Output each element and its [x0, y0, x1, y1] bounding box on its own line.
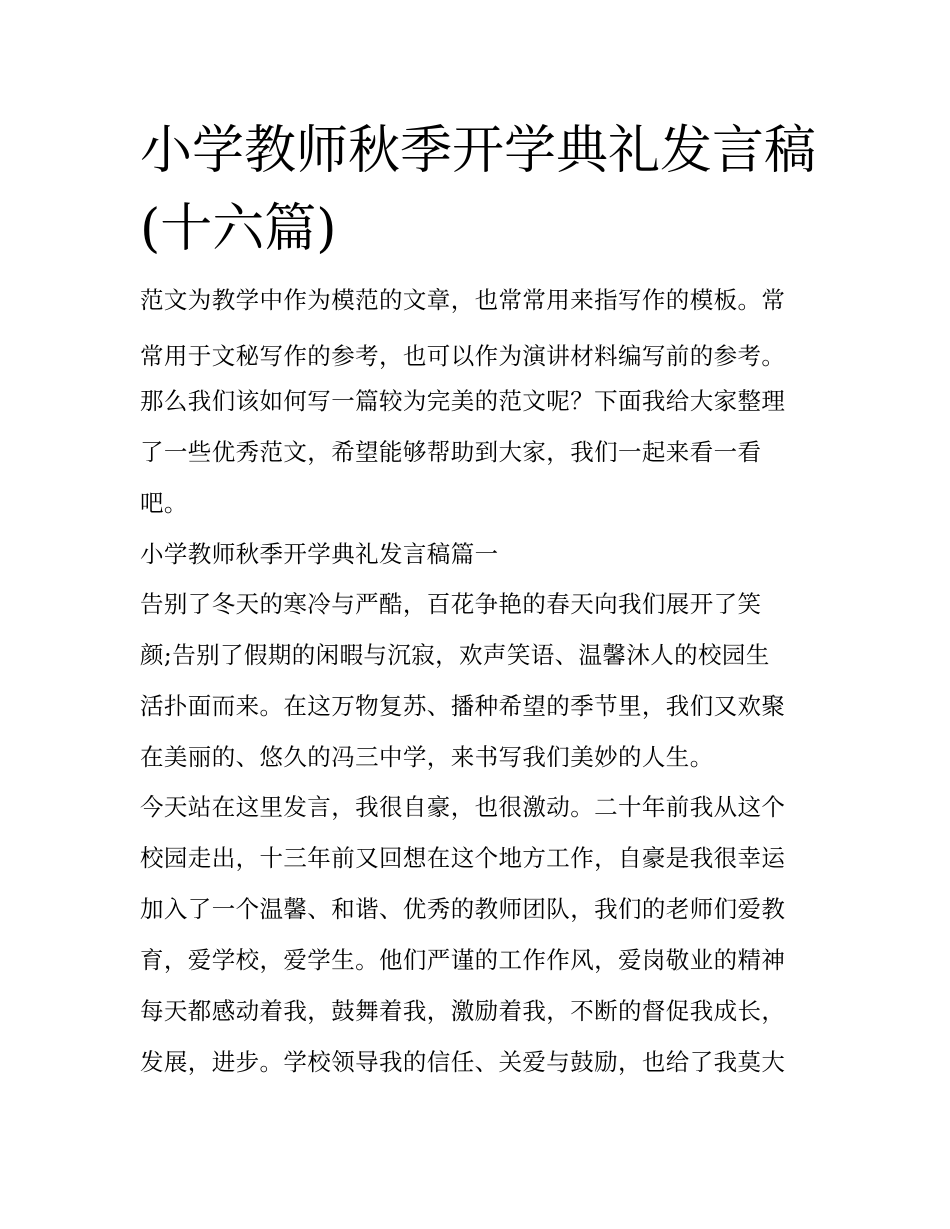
paragraph-1-line: 在美丽的、悠久的冯三中学，来书写我们美妙的人生。 — [140, 743, 714, 771]
section-heading: 小学教师秋季开学典礼发言稿篇一 — [140, 540, 499, 568]
paragraph-2-line: 发展，进步。学校领导我的信任、关爱与鼓励，也给了我莫大 — [140, 1048, 786, 1076]
paragraph-2-line: 育，爱学校，爱学生。他们严谨的工作作风，爱岗敬业的精神 — [140, 946, 786, 974]
title-line-1: 小学教师秋季开学典礼发言稿 — [140, 121, 817, 181]
intro-line: 范文为教学中作为模范的文章，也常常用来指写作的模板。常 — [140, 286, 786, 314]
intro-line: 了一些优秀范文，希望能够帮助到大家，我们一起来看一看 — [140, 438, 762, 466]
document-title — [140, 112, 820, 268]
paragraph-2-line: 加入了一个温馨、和谐、优秀的教师团队，我们的老师们爱教 — [140, 895, 786, 923]
intro-line: 吧。 — [140, 489, 188, 517]
title-line-2: (十六篇) — [140, 199, 337, 259]
paragraph-2-line: 每天都感动着我，鼓舞着我，激励着我，不断的督促我成长， — [140, 997, 786, 1025]
paragraph-2-line: 今天站在这里发言，我很自豪，也很激动。二十年前我从这个 — [140, 793, 786, 821]
paragraph-1-line: 活扑面而来。在这万物复苏、播种希望的季节里，我们又欢聚 — [140, 692, 786, 720]
paragraph-1-line: 告别了冬天的寒冷与严酷，百花争艳的春天向我们展开了笑 — [140, 590, 762, 618]
intro-line: 那么我们该如何写一篇较为完美的范文呢？下面我给大家整理 — [140, 387, 786, 415]
paragraph-1-line: 颜;告别了假期的闲暇与沉寂，欢声笑语、温馨沐人的校园生 — [140, 641, 770, 669]
paragraph-2-line: 校园走出，十三年前又回想在这个地方工作，自豪是我很幸运 — [140, 844, 786, 872]
intro-line: 常用于文秘写作的参考，也可以作为演讲材料编写前的参考。 — [140, 342, 786, 370]
